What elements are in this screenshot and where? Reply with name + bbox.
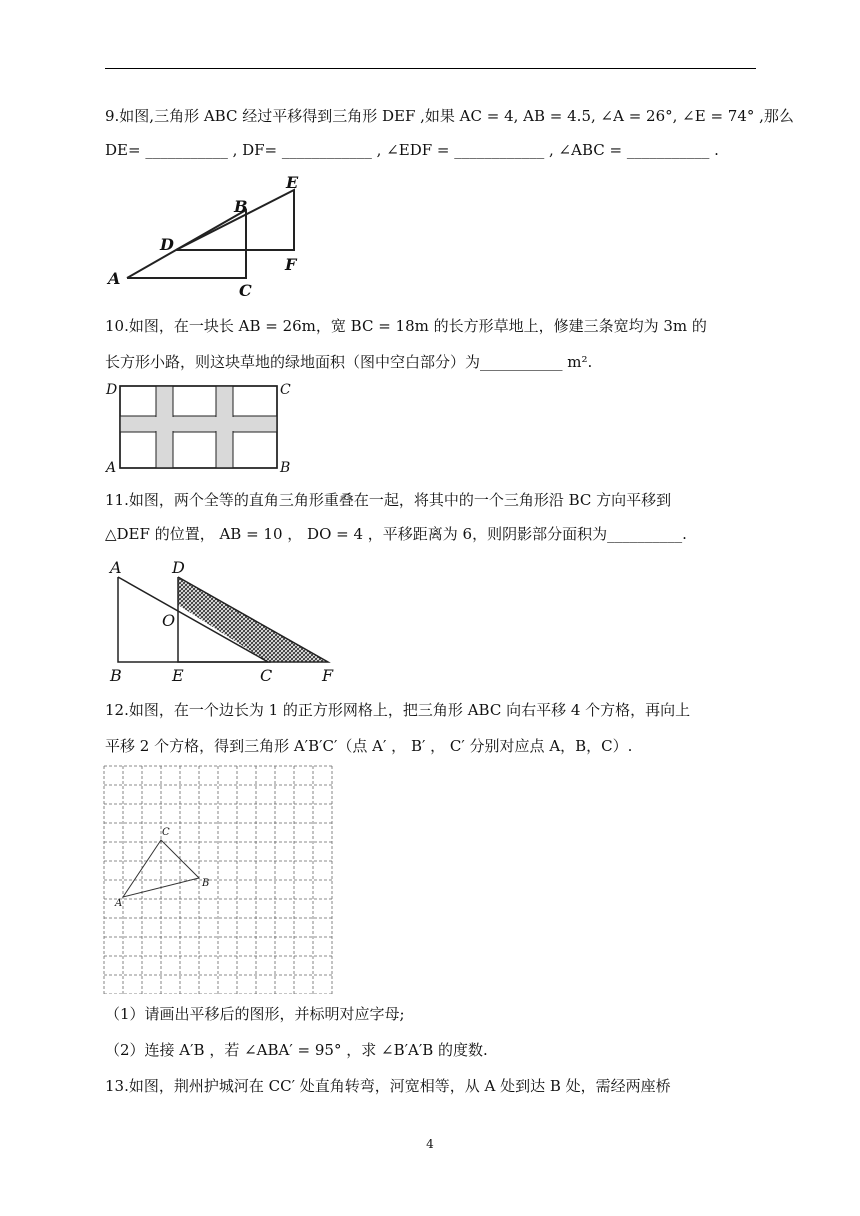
q11-label-d: D (172, 558, 185, 577)
q9-label-b: B (234, 197, 248, 216)
q9-triangle-figure (100, 170, 320, 300)
q9-label-e: E (286, 173, 299, 192)
q12-sub2: （2）连接 A′B ，若 ∠ABA′ = 95° ，求 ∠B′A′B 的度数. (105, 1041, 488, 1059)
q12-grid-figure (100, 762, 336, 994)
q11-label-b: B (110, 666, 122, 685)
q11-label-a: A (110, 558, 122, 577)
q12-label-c: C (162, 827, 170, 838)
q9-label-a: A (108, 269, 121, 288)
q10-label-a: A (106, 460, 117, 476)
q9-label-c: C (239, 281, 252, 300)
q11-label-f: F (322, 666, 334, 685)
q9-label-d: D (160, 235, 174, 254)
q12-label-b: B (202, 878, 210, 889)
q12-label-a: A (115, 898, 123, 909)
q10-line1: 10.如图，在一块长 AB = 26m，宽 BC = 18m 的长方形草地上，修建三条宽均为 3m 的 (105, 317, 707, 335)
q10-label-b: B (280, 460, 291, 476)
q11-label-c: C (260, 666, 273, 685)
q10-rectangle-figure (100, 378, 300, 476)
q12-sub1: （1）请画出平移后的图形，并标明对应字母; (105, 1005, 405, 1023)
q10-label-c: C (280, 382, 291, 398)
q12-line1: 12.如图，在一个边长为 1 的正方形网格上，把三角形 ABC 向右平移 4 个方格，再向上 (105, 701, 691, 719)
q9-line1: 9.如图,三角形 ABC 经过平移得到三角形 DEF ,如果 AC = 4, AB = 4.5, ∠A = 26°, ∠E = 74° ,那么 (105, 107, 794, 125)
q9-label-f: F (285, 255, 297, 274)
q11-label-o: O (162, 611, 176, 630)
q12-line2: 平移 2 个方格，得到三角形 A′B′C′（点 A′ ， B′ ， C′ 分别对应点 A，B，C）. (105, 737, 633, 755)
q9-line2: DE= ___________ , DF= ____________ , ∠EDF = ____________ , ∠ABC = ___________ . (105, 141, 719, 159)
q11-line2: △DEF 的位置， AB = 10 ， DO = 4 ，平移距离为 6，则阴影部分面积为__________. (105, 525, 687, 543)
q10-line2: 长方形小路，则这块草地的绿地面积（图中空白部分）为___________ m². (105, 353, 593, 371)
page-number: 4 (426, 1137, 434, 1151)
q11-label-e: E (172, 666, 184, 685)
q10-label-d: D (106, 382, 118, 398)
q11-line1: 11.如图，两个全等的直角三角形重叠在一起，将其中的一个三角形沿 BC 方向平移到 (105, 491, 672, 509)
header-rule (105, 68, 756, 69)
q13-line1: 13.如图，荆州护城河在 CC′ 处直角转弯，河宽相等，从 A 处到达 B 处，需经两座桥 (105, 1077, 671, 1095)
q11-triangles-figure (100, 555, 350, 687)
